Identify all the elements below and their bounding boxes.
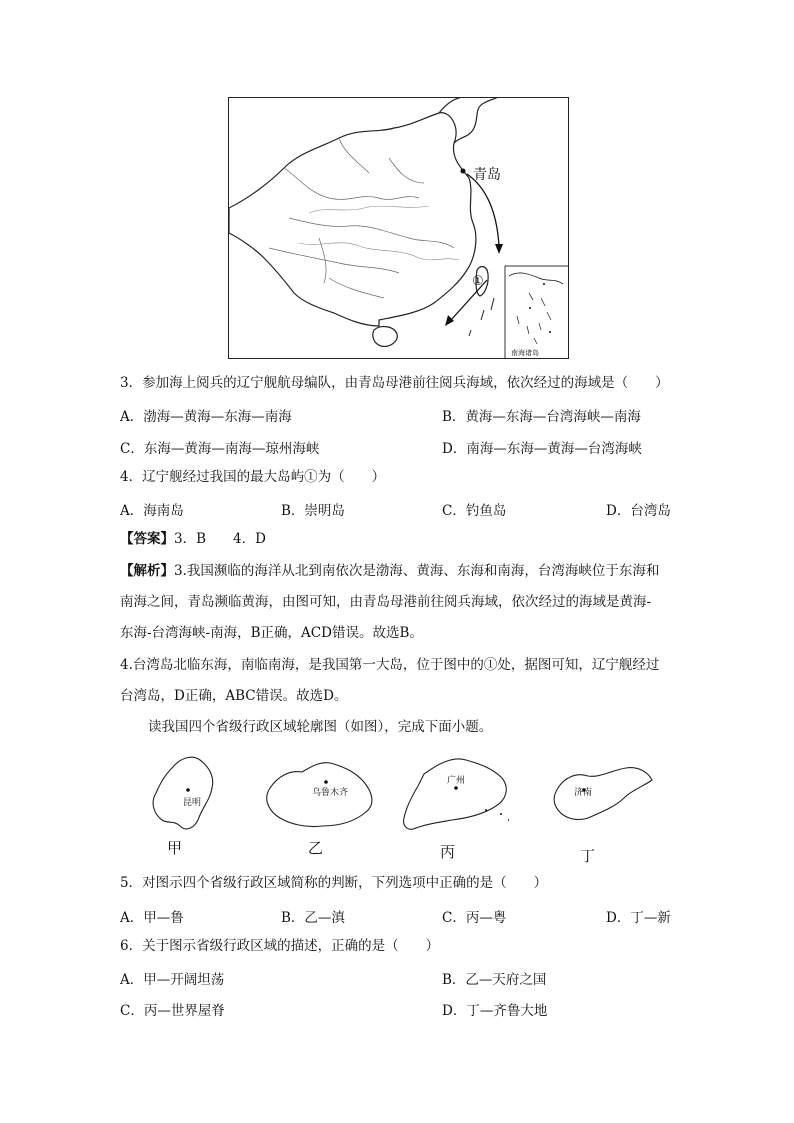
question-6-option-b[interactable]: B．乙—天府之国 <box>442 972 547 988</box>
province-ding-outline <box>554 768 652 820</box>
section-intro: 读我国四个省级行政区域轮廓图（如图），完成下面小题。 <box>148 719 493 735</box>
analysis-p2-line2: 台湾岛，D正确，ABC错误。故选D。 <box>120 688 348 704</box>
question-5-option-d[interactable]: D．丁—新 <box>606 910 671 926</box>
guangzhou-dot <box>454 786 458 790</box>
analysis-line-1 <box>120 562 659 580</box>
question-6-option-c[interactable]: C．丙—世界屋脊 <box>120 1003 225 1019</box>
map-drawing <box>229 98 569 359</box>
question-3-option-d[interactable]: D．南海—东海—黄海—台湾海峡 <box>442 441 642 457</box>
qingdao-label: 青岛 <box>473 167 501 183</box>
province-bing-label: 丙 <box>440 843 456 861</box>
taiwan-marker-label: ① <box>472 274 484 289</box>
province-yi-label: 乙 <box>308 839 324 857</box>
question-5-stem: 5．对图示四个省级行政区域简称的判断，下列选项中正确的是（ ） <box>120 875 548 891</box>
question-4-option-c[interactable]: C．钓鱼岛 <box>442 503 507 519</box>
question-4-option-b[interactable]: B．崇明岛 <box>281 503 345 519</box>
answer-label: 【答案】 <box>120 531 174 547</box>
coast-dashes <box>469 298 494 336</box>
question-4-stem: 4．辽宁舰经过我国的最大岛屿①为（ ） <box>120 469 386 485</box>
south-sea-inset <box>505 266 569 359</box>
province-lines <box>269 138 454 298</box>
liaodong-outline <box>439 98 501 143</box>
province-bing-outline <box>404 759 507 829</box>
analysis-label: 【解析】 <box>120 563 174 579</box>
analysis-p1-line3: 东海-台湾海峡-南海，B正确，ACD错误。故选B。 <box>120 625 423 641</box>
jinan-label: 济南 <box>574 788 593 798</box>
analysis-p1-line1: 3.我国濒临的海洋从北到南依次是渤海、黄海、东海和南海，台湾海峡位于东海和 <box>174 563 660 579</box>
analysis-p2-line1: 4.台湾岛北临东海，南临南海，是我国第一大岛，位于图中的①处，据图可知，辽宁舰经过 <box>120 657 660 673</box>
province-jia-label: 甲 <box>167 839 183 857</box>
province-jia-outline <box>153 757 213 829</box>
mainland-outline <box>229 113 476 326</box>
question-5-option-a[interactable]: A．甲—鲁 <box>120 910 184 926</box>
question-4-option-a[interactable]: A．海南岛 <box>120 503 184 519</box>
question-3-option-a[interactable]: A．渤海—黄海—东海—南海 <box>120 409 292 425</box>
china-coast-map <box>228 97 569 359</box>
inset-label: 南海诸岛 <box>511 349 539 357</box>
question-6-stem: 6．关于图示省级行政区域的描述，正确的是（ ） <box>120 938 440 954</box>
answer-line <box>120 530 266 548</box>
question-4-option-d[interactable]: D．台湾岛 <box>606 503 671 519</box>
route-arrow-1 <box>467 174 499 246</box>
urumqi-dot <box>324 780 328 784</box>
route-arrowhead-1 <box>495 244 503 254</box>
guangzhou-label: 广州 <box>447 776 466 786</box>
kunming-label: 昆明 <box>183 798 202 808</box>
hainan-island <box>373 327 397 347</box>
qingdao-dot <box>461 169 466 174</box>
route-arrowhead-2 <box>445 315 454 326</box>
question-5-option-b[interactable]: B．乙—滇 <box>281 910 345 926</box>
question-3-option-c[interactable]: C．东海—黄海—南海—琼州海峡 <box>120 441 320 457</box>
answer-text: 3．B 4．D <box>174 531 266 547</box>
province-bing-islands <box>485 810 509 820</box>
urumqi-label: 乌鲁木齐 <box>312 788 349 798</box>
analysis-p1-line2: 南海之间，青岛濒临黄海，由图可知，由青岛母港前往阅兵海域，依次经过的海域是黄海- <box>120 594 652 610</box>
question-5-option-c[interactable]: C．丙—粤 <box>442 910 507 926</box>
question-6-option-d[interactable]: D．丁—齐鲁大地 <box>442 1003 548 1019</box>
question-3-stem: 3．参加海上阅兵的辽宁舰航母编队，由青岛母港前往阅兵海域，依次经过的海域是（ ） <box>120 375 669 391</box>
kunming-dot <box>186 788 190 792</box>
province-ding-label: 丁 <box>580 847 596 865</box>
question-6-option-a[interactable]: A．甲—开阔坦荡 <box>120 972 225 988</box>
question-3-option-b[interactable]: B．黄海—东海—台湾海峡—南海 <box>442 409 641 425</box>
